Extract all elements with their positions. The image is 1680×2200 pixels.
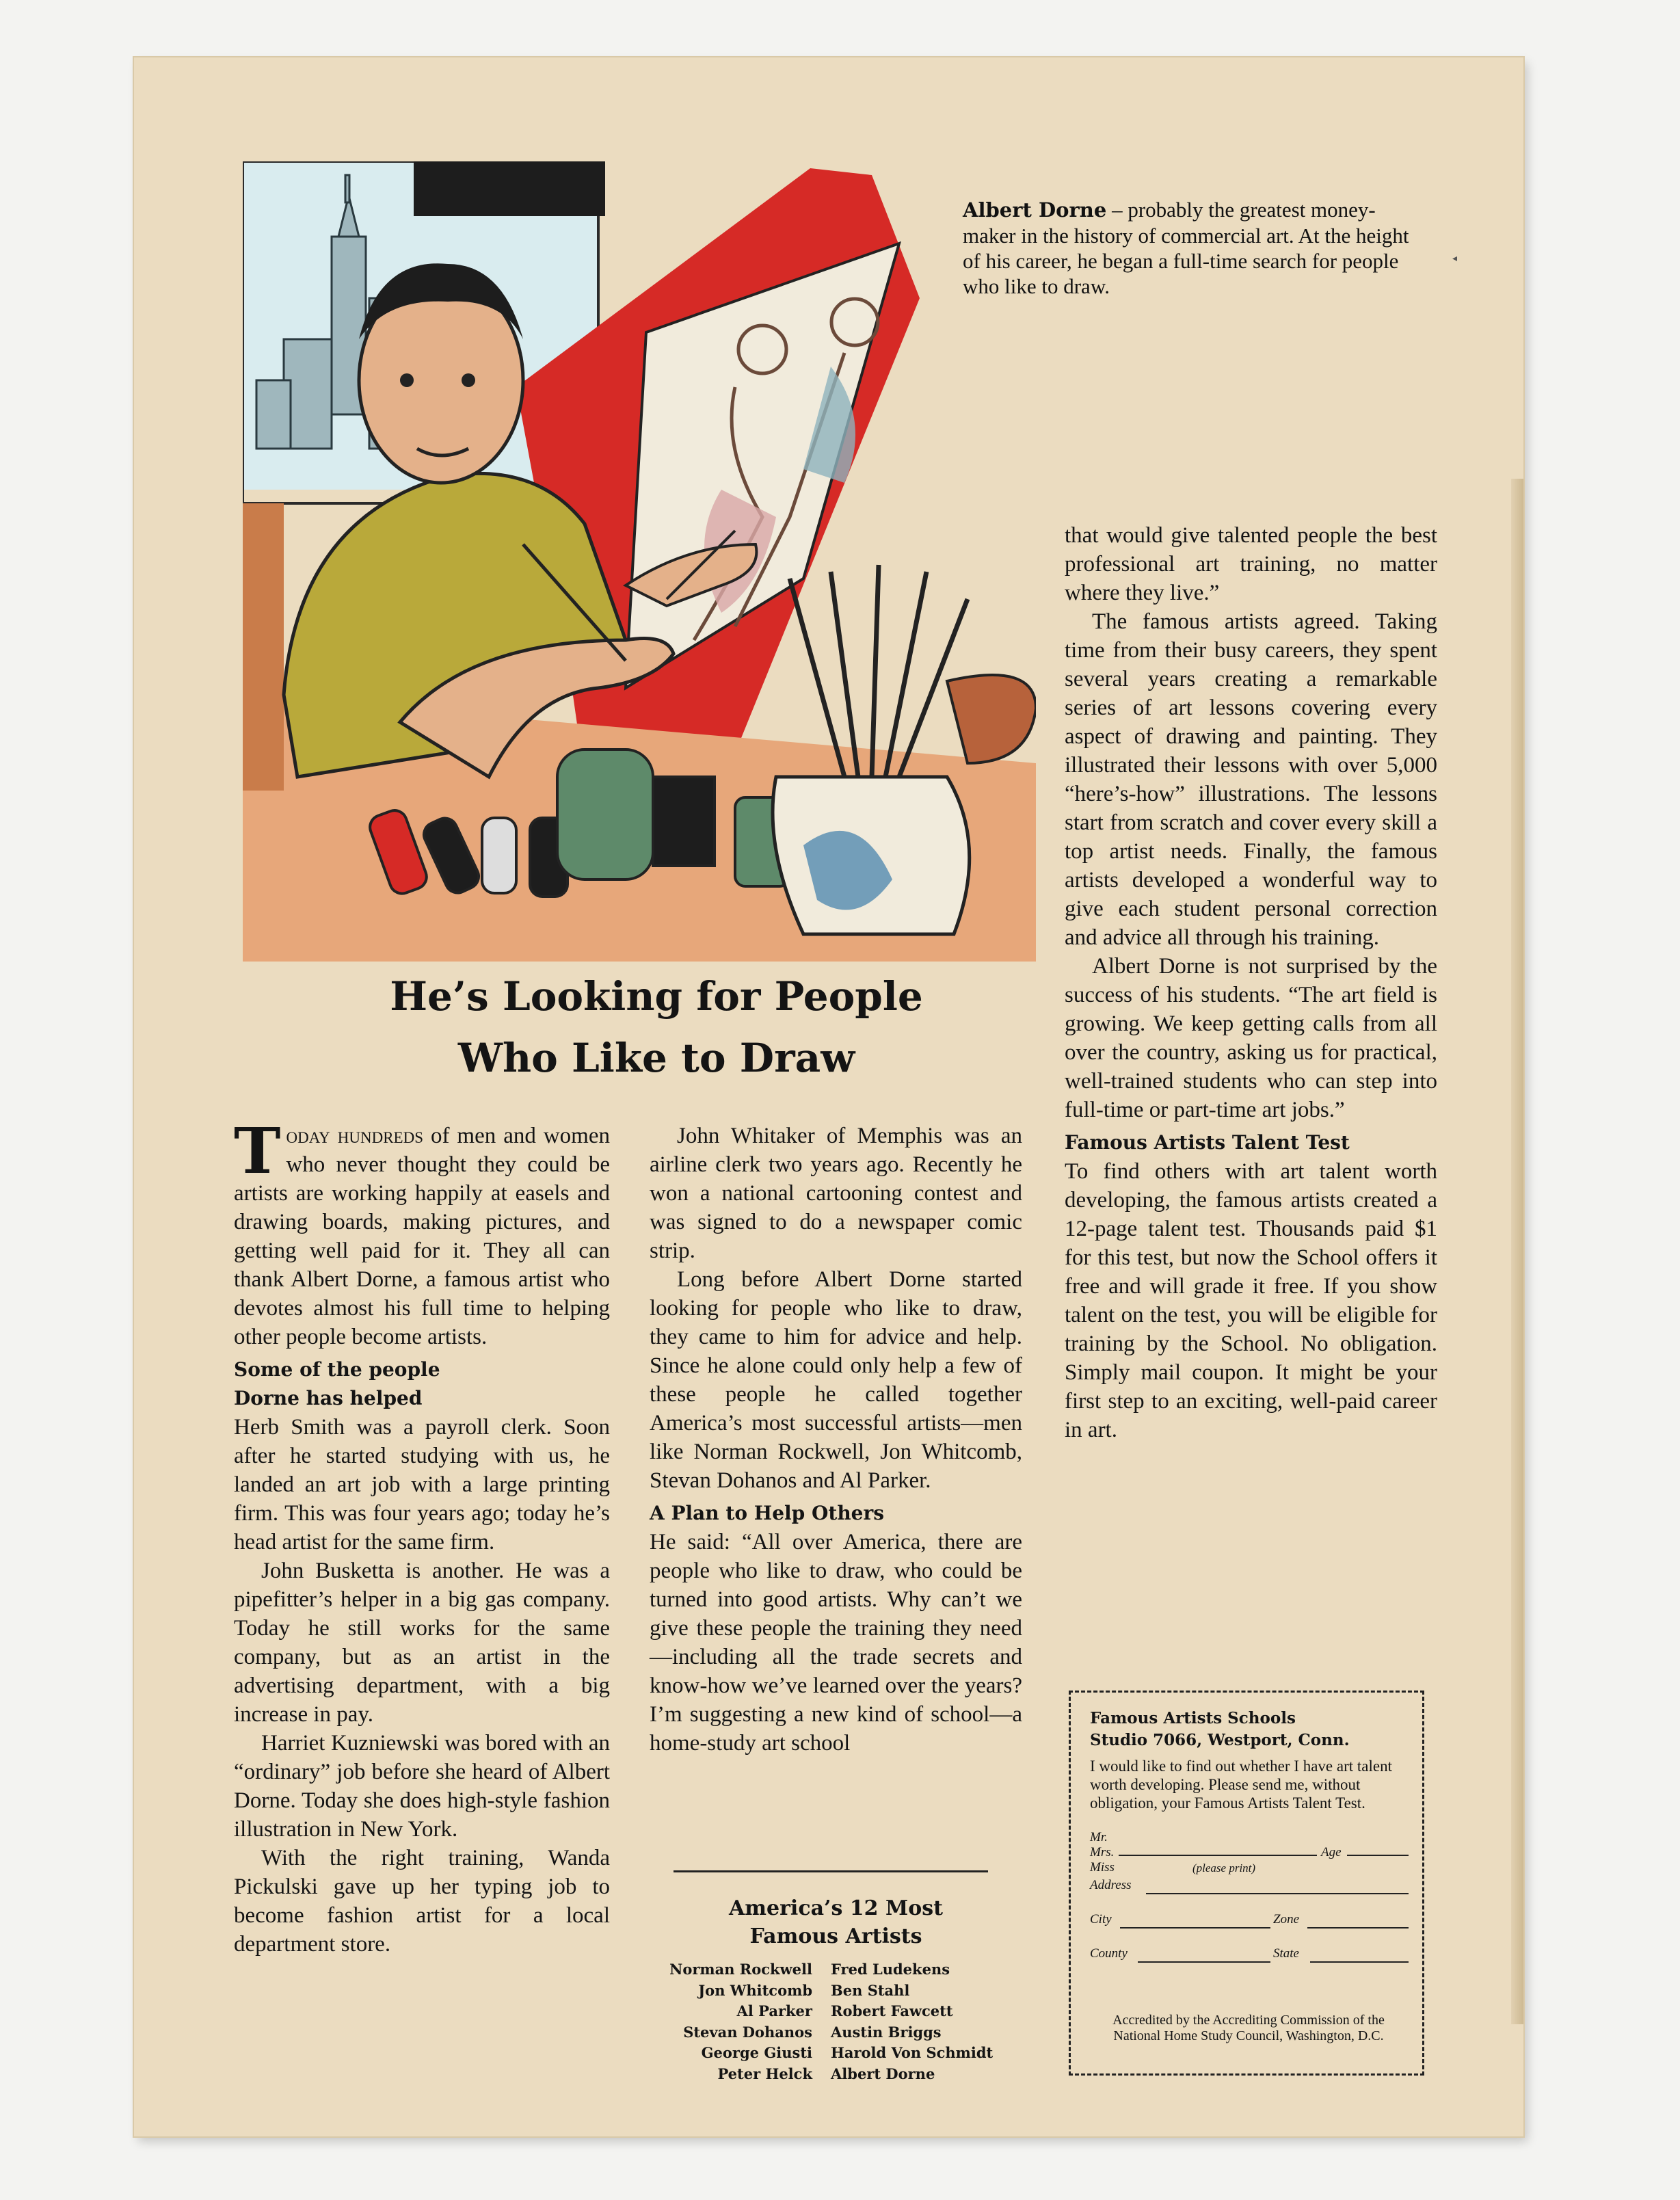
drop-cap: T xyxy=(234,1114,281,1188)
label-address: Address xyxy=(1090,1878,1132,1892)
paragraph-harriet: Harriet Kuzniewski was bored with an “ordinary” job before she heard of Albert Dorne. Today she does high-style fashion illustration in New York. xyxy=(234,1731,610,1842)
artist-name: Fred Ludekens xyxy=(831,1961,950,1978)
intro-paragraph xyxy=(234,1114,610,1351)
artist-name: Ben Stahl xyxy=(831,1981,910,1999)
artist-name: Stevan Dohanos xyxy=(683,2023,812,2041)
headline xyxy=(253,966,1060,1089)
artist-names-left xyxy=(636,1959,812,2084)
famous-title-line-2: Famous Artists xyxy=(749,1924,922,1948)
subhead-plan: A Plan to Help Others xyxy=(650,1502,885,1524)
paragraph-talented-people: that would give talented people the best professional art training, no matter where they live.” xyxy=(1065,523,1437,605)
page-edge xyxy=(1511,479,1523,2024)
paragraph-wanda: With the right training, Wanda Pickulski gave up her typing job to become fashion artist for a local department store. xyxy=(234,1846,610,1957)
artist-name: Al Parker xyxy=(736,2002,812,2019)
artist-name: Harold Von Schmidt xyxy=(831,2044,994,2061)
subhead-line-1: Some of the people xyxy=(234,1358,440,1381)
paragraph-herb-smith: Herb Smith was a payroll clerk. Soon after he started studying with us, he landed an art job with a large printing firm. This was four years ago; today he’s head artist for the same firm. xyxy=(234,1415,610,1554)
divider-rule xyxy=(674,1870,988,1872)
label-zone: Zone xyxy=(1273,1912,1299,1926)
label-state: State xyxy=(1273,1946,1299,1961)
paragraph-famous-artists-agreed: The famous artists agreed. Taking time from their busy careers, they spent several years creating a remarkable series of art lessons covering every aspect of drawing and painting. They illustrated their lessons with over 5,000 “here’s-how” illustrations. The lessons start from scratch and cover every skill a top artist needs. Finally, the famous artists developed a wonderful way to give each student personal correction and advice all through his training. xyxy=(1065,609,1437,950)
caption-name: Albert Dorne xyxy=(963,198,1107,222)
subhead-line-2: Dorne has helped xyxy=(234,1387,423,1409)
artist-name: Peter Helck xyxy=(717,2065,812,2082)
intro-smallcaps: oday hundreds xyxy=(286,1124,423,1148)
paragraph-he-said: He said: “All over America, there are people who like to draw, who could be turned into good artists. Why can’t we give these people the training they need—including all the trade secrets and know-how we’ve learned over the years? I’m suggesting a new kind of school—a home-study art school xyxy=(650,1530,1022,1755)
headline-line-2: Who Like to Draw xyxy=(457,1035,855,1081)
coupon-field-city[interactable] xyxy=(1090,1912,1406,1933)
coupon-field-mr[interactable] xyxy=(1090,1830,1406,1845)
coupon-body: I would like to find out whether I have art talent worth developing. Please send me, without obligation, your Famous Artists Talent Test. xyxy=(1090,1758,1392,1812)
label-city: City xyxy=(1090,1912,1112,1926)
artist-illustration xyxy=(243,161,1036,962)
paragraph-john-whitaker: John Whitaker of Memphis was an airline clerk two years ago. Recently he won a national cartooning contest and was signed to do a newspaper comic strip. xyxy=(650,1124,1022,1263)
mail-coupon[interactable] xyxy=(1069,1691,1424,2076)
label-mr: Mr. xyxy=(1090,1830,1108,1844)
subhead-talent-test: Famous Artists Talent Test xyxy=(1065,1131,1350,1154)
headline-line-1: He’s Looking for People xyxy=(390,973,923,1020)
label-please-print: (please print) xyxy=(1192,1861,1256,1874)
column-1 xyxy=(234,1114,610,1959)
coupon-field-mrs[interactable] xyxy=(1090,1845,1406,1860)
artist-name: George Giusti xyxy=(701,2044,812,2061)
illustration-caption xyxy=(963,197,1428,299)
subhead-dorne-helped xyxy=(234,1355,610,1413)
coupon-address: Studio 7066, Westport, Conn. xyxy=(1090,1731,1350,1749)
caption-text: – probably the greatest money-maker in the history of commercial art. At the height of his career, he began a full-time search for people who like to draw. xyxy=(963,198,1409,298)
coupon-field-address[interactable] xyxy=(1090,1878,1406,1898)
artist-name: Albert Dorne xyxy=(831,2065,935,2082)
label-age: Age xyxy=(1321,1845,1342,1859)
label-miss: Miss xyxy=(1090,1860,1115,1874)
paragraph-talent-test: To find others with art talent worth developing, the famous artists created a 12-page talent test. Thousands paid $1 for this test, but now the School offers it free and will grade it free. If you show talent on the test, you will be eligible for training by the School. No obligation. Simply mail coupon. It might be your first step to an exciting, well-paid career in art. xyxy=(1065,1159,1437,1442)
famous-artists-title xyxy=(650,1894,1022,1950)
label-mrs: Mrs. xyxy=(1090,1845,1115,1859)
famous-title-line-1: America’s 12 Most xyxy=(729,1896,943,1920)
print-mark: ◂ xyxy=(1452,253,1458,264)
paragraph-john-busketta: John Busketta is another. He was a pipefitter’s helper in a big gas company. Today he still works for the same company, but as an artist in the advertising department, with a big increase in pay. xyxy=(234,1559,610,1727)
coupon-field-miss[interactable] xyxy=(1090,1860,1406,1878)
column-3 xyxy=(1065,521,1437,1444)
artist-name: Robert Fawcett xyxy=(831,2002,953,2019)
coupon-field-county[interactable] xyxy=(1090,1946,1406,1967)
artist-name: Jon Whitcomb xyxy=(698,1981,812,1999)
artist-names-right xyxy=(831,1959,1036,2084)
coupon-school-name: Famous Artists Schools xyxy=(1090,1709,1296,1727)
coupon-accreditation: Accredited by the Accrediting Commission of the National Home Study Council, Washington, D.C. xyxy=(1112,2013,1385,2043)
column-2 xyxy=(650,1122,1022,1758)
artist-name: Austin Briggs xyxy=(831,2023,942,2041)
paragraph-long-before: Long before Albert Dorne started looking for people who like to draw, they came to him for advice and help. Since he alone could only help a few of these people he called together America’s most successful artists—men like Norman Rockwell, Jon Whitcomb, Stevan Dohanos and Al Parker. xyxy=(650,1267,1022,1493)
label-county: County xyxy=(1090,1946,1128,1961)
artist-name: Norman Rockwell xyxy=(669,1961,812,1978)
intro-text: of men and women who never thought they could be artists are working happily at easels and drawing boards, making pictures, and getting well paid for it. They all can thank Albert Dorne, a famous artist who devotes almost his full time to helping other people become artists. xyxy=(234,1124,610,1349)
paragraph-not-surprised: Albert Dorne is not surprised by the success of his students. “The art field is growing. We keep getting calls from all over the country, asking us for practical, well-trained students who can step into full-time or part-time art jobs.” xyxy=(1065,954,1437,1122)
